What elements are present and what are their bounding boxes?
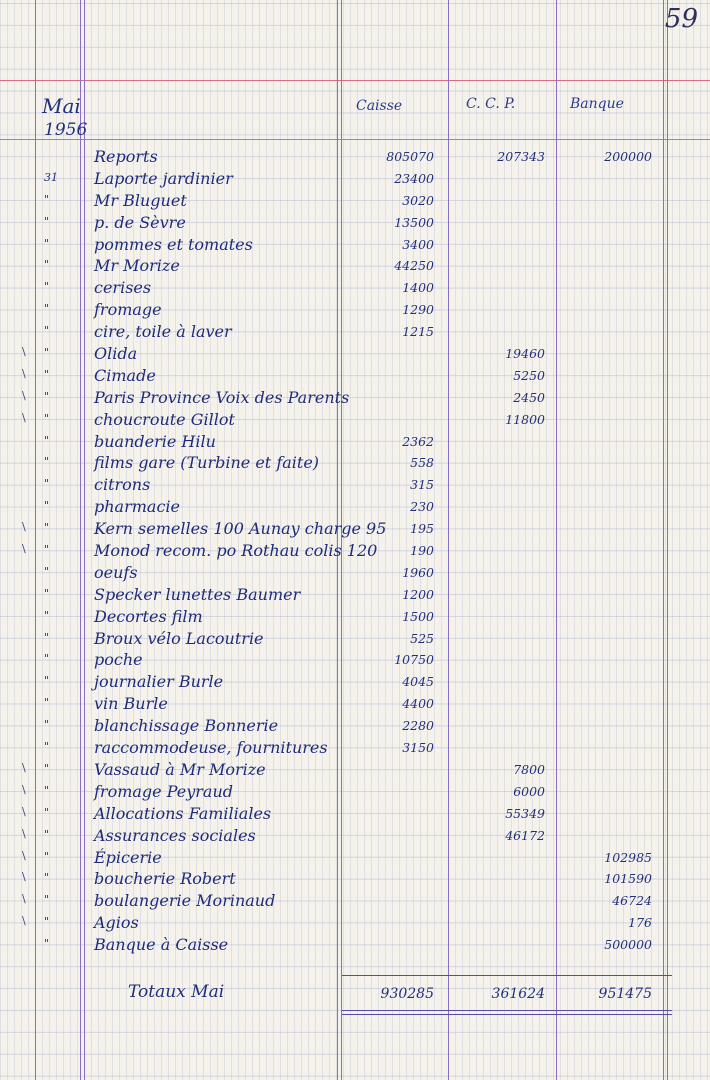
header-month: Mai [42,94,81,118]
ledger-row [0,343,710,365]
ledger-row [0,496,710,518]
entry-day: " [44,696,50,710]
entry-caisse: 1500 [402,608,434,624]
entry-caisse: 525 [410,630,434,646]
entry-day: " [44,346,50,360]
ledger-row [0,431,710,453]
check-mark: \ [22,345,26,359]
entry-label: raccommodeuse, fournitures [94,738,328,758]
entry-day: " [44,586,50,600]
entry-caisse: 3150 [402,740,434,756]
entry-label: oeufs [94,562,138,582]
entry-label: Mr Morize [94,256,180,276]
totals-underline-1 [342,1010,672,1011]
entry-label: boucherie Robert [94,869,236,889]
entry-ccp: 6000 [513,783,545,799]
entry-day: " [44,280,50,294]
ledger-row [0,628,710,650]
entry-label: fromage Peyraud [94,781,233,801]
entry-caisse: 230 [410,499,434,515]
entry-label: vin Burle [94,694,168,714]
ledger-row [0,934,710,956]
check-mark: \ [22,542,26,556]
check-mark: \ [22,892,26,906]
ledger-row [0,781,710,803]
ledger-row [0,825,710,847]
header-year: 1956 [44,120,88,140]
entry-banque: 500000 [604,937,652,953]
check-mark: \ [22,870,26,884]
entry-caisse: 190 [410,543,434,559]
check-mark: \ [22,410,26,424]
ledger-row [0,387,710,409]
entry-day: " [44,718,50,732]
entry-label: Agios [94,913,139,933]
ledger-row [0,803,710,825]
ledger-row [0,321,710,343]
entry-day: " [44,543,50,557]
entry-day: " [44,564,50,578]
entry-ccp: 2450 [513,389,545,405]
ledger-row [0,540,710,562]
header-rule-bottom [0,139,710,140]
entry-day: " [44,674,50,688]
ledger-row [0,474,710,496]
entry-label: boulangerie Morinaud [94,891,276,911]
entry-label: blanchissage Bonnerie [94,716,279,736]
entry-label: Épicerie [94,847,162,867]
entry-caisse: 1960 [402,564,434,580]
entry-label: Reports [94,147,158,166]
ledger-row [0,890,710,912]
check-mark: \ [22,826,26,840]
entry-caisse: 805070 [386,149,434,164]
ledger-row [0,277,710,299]
entry-banque: 176 [628,915,652,931]
totals-underline-2 [342,1014,672,1015]
ledger-row [0,299,710,321]
entry-caisse: 195 [410,521,434,537]
ledger-row [0,365,710,387]
entry-label: Kern semelles 100 Aunay charge 95 [94,519,387,539]
entry-day: " [44,499,50,513]
entry-day: " [44,433,50,447]
entry-label: films gare (Turbine et faite) [94,453,320,473]
check-mark: \ [22,388,26,402]
entry-caisse: 315 [410,477,434,493]
entry-caisse: 1200 [402,586,434,602]
ledger-row [0,737,710,759]
entry-label: Assurances sociales [94,825,256,845]
entry-label: Broux vélo Lacoutrie [94,628,264,648]
totals-ccp: 361624 [491,986,545,1002]
entry-banque: 102985 [604,849,652,865]
totals-row [0,980,710,1010]
entry-ccp: 46172 [505,827,545,843]
ledger-row [0,409,710,431]
entry-label: cire, toile à laver [94,322,232,342]
entry-label: poche [94,650,143,670]
entry-caisse: 13500 [394,214,434,230]
ledger-row [0,212,710,234]
entry-label: citrons [94,475,151,495]
entry-day: " [44,214,50,228]
entry-label: Mr Bluguet [94,190,187,210]
ledger-row [0,868,710,890]
entry-caisse: 44250 [394,258,434,274]
ledger-row [0,759,710,781]
check-mark: \ [22,804,26,818]
ledger-row [0,715,710,737]
entry-label: fromage [94,300,162,320]
entry-label: Monod recom. po Rothau colis 120 [94,541,378,561]
entry-ccp: 11800 [505,411,545,427]
entry-day: " [44,389,50,403]
ledger-row [0,168,710,190]
entry-caisse: 1290 [402,302,434,318]
entry-day: " [44,608,50,622]
entry-day: " [44,783,50,797]
entry-day: " [44,915,50,929]
entry-day: " [44,849,50,863]
ledger-row [0,452,710,474]
entry-day: " [44,367,50,381]
entry-day: " [44,740,50,754]
entry-day: 31 [44,170,58,184]
entry-day: " [44,477,50,491]
totals-caisse: 930285 [380,986,434,1002]
entry-label: Cimade [94,365,156,385]
entry-day: " [44,302,50,316]
entry-ccp: 7800 [513,761,545,777]
entry-caisse: 3020 [402,192,434,208]
ledger-row [0,649,710,671]
entry-ccp: 19460 [505,346,545,362]
entry-day: " [44,805,50,819]
check-mark: \ [22,366,26,380]
entry-caisse: 4400 [402,696,434,712]
ledger-row [0,190,710,212]
totals-banque: 951475 [598,986,652,1002]
ledger-row [0,584,710,606]
entry-day: " [44,192,50,206]
entry-ccp: 55349 [505,805,545,821]
entry-day: " [44,324,50,338]
entry-caisse: 1215 [402,324,434,340]
entry-day: " [44,893,50,907]
ledger-row [0,562,710,584]
entry-label: Paris Province Voix des Parents [94,387,350,407]
entry-label: Decortes film [94,606,203,626]
entry-day: " [44,411,50,425]
entry-caisse: 2280 [402,718,434,734]
ledger-row [0,255,710,277]
entry-ccp: 207343 [497,149,545,164]
entry-caisse: 10750 [394,652,434,668]
entry-day: " [44,236,50,250]
entry-label: pharmacie [94,497,180,517]
entry-day: " [44,521,50,535]
entry-label: Banque à Caisse [94,935,229,955]
entry-label: Vassaud à Mr Morize [94,759,266,779]
entry-caisse: 1400 [402,280,434,296]
entry-day: " [44,827,50,841]
entry-label: buanderie Hilu [94,431,216,451]
entry-label: Allocations Familiales [94,803,272,823]
ledger-row [0,146,710,168]
entry-banque: 200000 [604,149,652,164]
ledger-row [0,234,710,256]
entry-label: p. de Sèvre [94,212,186,232]
entry-banque: 46724 [612,893,652,909]
totals-rule [342,975,672,976]
totals-label: Totaux Mai [128,982,225,1002]
page-number: 59 [664,4,698,34]
ledger-row [0,693,710,715]
entry-day: " [44,761,50,775]
entry-day: " [44,871,50,885]
entry-banque: 101590 [604,871,652,887]
ledger-row [0,671,710,693]
entry-caisse: 4045 [402,674,434,690]
ledger-row [0,606,710,628]
entry-label: choucroute Gillot [94,409,235,429]
check-mark: \ [22,760,26,774]
check-mark: \ [22,914,26,928]
ledger-row [0,912,710,934]
check-mark: \ [22,782,26,796]
entry-caisse: 558 [410,455,434,471]
header-rule-top [0,80,710,81]
entry-caisse: 3400 [402,236,434,252]
entry-label: Laporte jardinier [94,168,233,188]
entry-day: " [44,455,50,469]
header-ccp: C. C. P. [466,96,516,112]
check-mark: \ [22,848,26,862]
ledger-entries [0,146,710,956]
header-banque: Banque [570,96,624,112]
header-caisse: Caisse [356,98,403,114]
entry-label: pommes et tomates [94,234,253,254]
entry-label: Specker lunettes Baumer [94,584,301,604]
check-mark: \ [22,520,26,534]
entry-day: " [44,652,50,666]
entry-label: Olida [94,344,138,364]
ledger-row [0,847,710,869]
ledger-row [0,518,710,540]
entry-label: cerises [94,278,152,298]
entry-day: " [44,937,50,951]
entry-day: " [44,258,50,272]
entry-ccp: 5250 [513,367,545,383]
entry-caisse: 2362 [402,433,434,449]
entry-caisse: 23400 [394,170,434,186]
entry-label: journalier Burle [94,672,224,692]
entry-day: " [44,630,50,644]
